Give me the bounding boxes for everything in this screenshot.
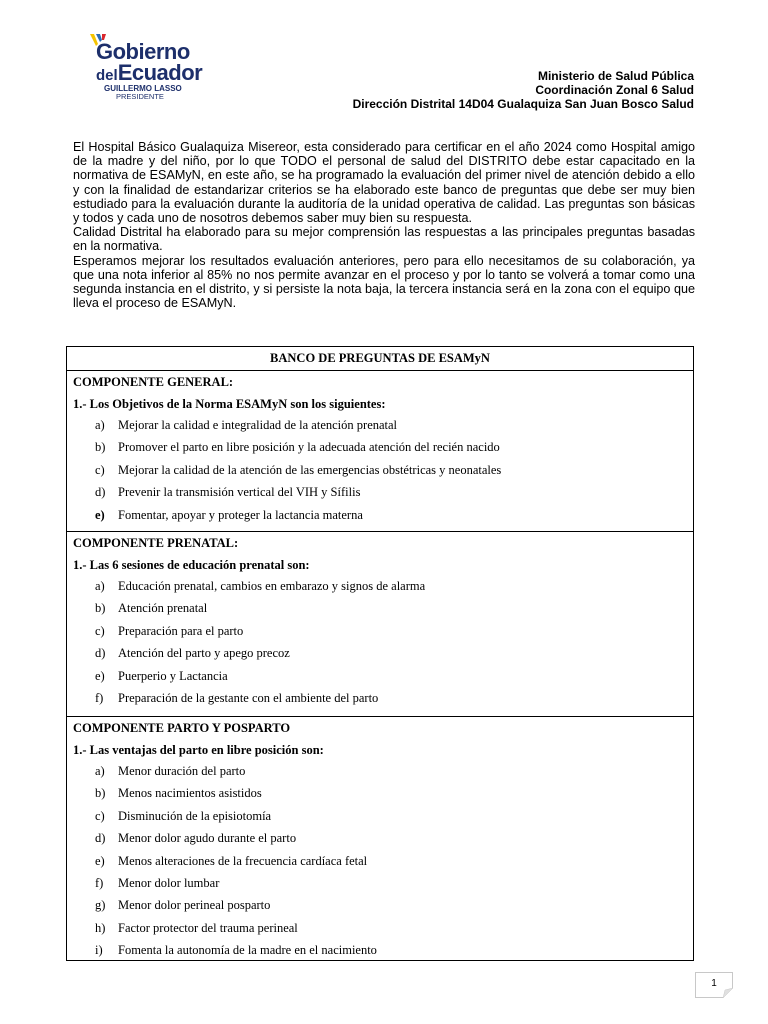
question-bank-table [66, 346, 694, 961]
option-letter: e) [95, 507, 105, 522]
option-text: Promover el parto en libre posición y la adecuada atención del recién nacido [118, 440, 500, 455]
option-text: Menos alteraciones de la frecuencia cardíaca fetal [118, 853, 368, 868]
option-letter: a) [95, 579, 105, 593]
page-number-box [695, 972, 733, 998]
header-coordination: Coordinación Zonal 6 Salud [535, 83, 694, 97]
option-text: Disminución de la episiotomía [118, 808, 272, 823]
list-item [67, 827, 693, 849]
option-letter: f) [95, 875, 104, 890]
logo-text-del: del [96, 67, 118, 84]
option-letter: c) [95, 623, 105, 638]
intro-paragraph-2: Calidad Distrital ha elaborado para su mejor comprensión las respuestas a las principales preguntas basadas en la normativa. [73, 225, 695, 254]
options-list [67, 760, 693, 962]
list-item [67, 665, 693, 687]
options-list [67, 414, 693, 526]
document-header [353, 69, 694, 111]
section-question: 1.- Las ventajas del parto en libre posición son: [73, 743, 324, 757]
option-letter: d) [95, 646, 106, 661]
option-text: Menor duración del parto [118, 764, 246, 778]
section-question: 1.- Las 6 sesiones de educación prenatal son: [73, 558, 310, 572]
list-item [67, 850, 693, 872]
section-heading: COMPONENTE GENERAL: [73, 375, 234, 389]
intro-paragraph-1: El Hospital Básico Gualaquiza Misereor, esta considerado para certificar en el año 2024 como Hospital amigo de la madre y del niño, por lo que TODO el personal de salud del DISTRITO debe estar capacitado en la normativa de ESAMyN, en este año, se ha programado la evaluación del primer nivel de atención debido a ello y con la finalidad de estandarizar criterios se ha elaborado este banco de preguntas que debe ser muy bien estudiado para la evaluación durante la auditoría de la unidad operativa de calidad. Las preguntas son básicas y todos y cada uno de nosotros debemos saber muy bien su respuesta. [73, 140, 695, 226]
options-list [67, 575, 693, 709]
option-text: Prevenir la transmisión vertical del VIH y Sífilis [118, 485, 361, 500]
option-text: Menos nacimientos asistidos [118, 786, 262, 801]
option-letter: e) [95, 853, 105, 868]
table-title: BANCO DE PREGUNTAS DE ESAMyN [67, 347, 693, 371]
list-item [67, 414, 693, 436]
list-item [67, 894, 693, 916]
logo-president-name: GUILLERMO LASSO [104, 84, 182, 93]
section-heading: COMPONENTE PARTO Y POSPARTO [73, 721, 291, 735]
option-text: Atención prenatal [118, 601, 208, 616]
option-letter: c) [95, 462, 105, 477]
option-text: Mejorar la calidad de la atención de las emergencias obstétricas y neonatales [118, 462, 502, 477]
table-section [67, 717, 693, 960]
option-letter: a) [95, 764, 105, 778]
option-letter: h) [95, 920, 106, 935]
list-item [67, 597, 693, 619]
logo-text-ecuador-big: Ecuador [117, 60, 203, 85]
option-letter: i) [95, 943, 103, 958]
list-item [67, 504, 693, 526]
intro-paragraph-3: Esperamos mejorar los resultados evaluación anteriores, pero para ello necesitamos de su colaboración, ya que una nota inferior al 85% no nos permite avanzar en el proceso y por lo tanto se volverá a tomar como una segunda instancia en el distrito, y si persiste la nota baja, la tercera instancia será en la zona con el equipo que lleva el proceso de ESAMyN. [73, 253, 695, 311]
list-item [67, 782, 693, 804]
option-letter: b) [95, 440, 106, 455]
option-letter: c) [95, 808, 105, 823]
option-text: Puerperio y Lactancia [118, 668, 228, 683]
option-letter: f) [95, 690, 104, 705]
page-fold-icon [723, 988, 733, 998]
logo-text-gobierno: Gobierno [96, 39, 190, 64]
section-heading: COMPONENTE PRENATAL: [73, 536, 239, 550]
option-letter: b) [95, 786, 106, 801]
option-text: Atención del parto y apego precoz [118, 646, 290, 661]
list-item [67, 481, 693, 503]
government-logo [88, 32, 203, 102]
option-text: Preparación de la gestante con el ambiente del parto [118, 690, 379, 705]
option-text: Menor dolor lumbar [118, 875, 220, 890]
option-letter: e) [95, 668, 105, 683]
list-item [67, 620, 693, 642]
option-text: Fomentar, apoyar y proteger la lactancia materna [118, 507, 363, 522]
section-question: 1.- Los Objetivos de la Norma ESAMyN son los siguientes: [73, 397, 386, 411]
list-item [67, 917, 693, 939]
list-item [67, 805, 693, 827]
option-text: Factor protector del trauma perineal [118, 920, 298, 935]
intro-text [73, 140, 695, 310]
list-item [67, 575, 693, 597]
option-letter: d) [95, 485, 106, 500]
option-letter: d) [95, 831, 106, 846]
list-item [67, 436, 693, 458]
list-item [67, 872, 693, 894]
table-section [67, 532, 693, 717]
option-text: Educación prenatal, cambios en embarazo y signos de alarma [118, 579, 426, 593]
table-section [67, 371, 693, 532]
list-item [67, 939, 693, 961]
list-item [67, 760, 693, 782]
list-item [67, 687, 693, 709]
option-letter: a) [95, 418, 105, 432]
page-number: 1 [711, 978, 717, 989]
list-item [67, 642, 693, 664]
header-direction: Dirección Distrital 14D04 Gualaquiza San Juan Bosco Salud [352, 97, 694, 111]
list-item [67, 459, 693, 481]
option-text: Preparación para el parto [118, 623, 244, 638]
option-text: Menor dolor agudo durante el parto [118, 831, 297, 846]
option-letter: g) [95, 898, 106, 913]
header-ministry: Ministerio de Salud Pública [537, 69, 694, 83]
option-letter: b) [95, 601, 106, 616]
option-text: Fomenta la autonomía de la madre en el nacimiento [118, 943, 377, 958]
logo-president-title: PRESIDENTE [116, 92, 164, 101]
option-text: Mejorar la calidad e integralidad de la atención prenatal [118, 418, 398, 432]
option-text: Menor dolor perineal posparto [118, 898, 271, 913]
